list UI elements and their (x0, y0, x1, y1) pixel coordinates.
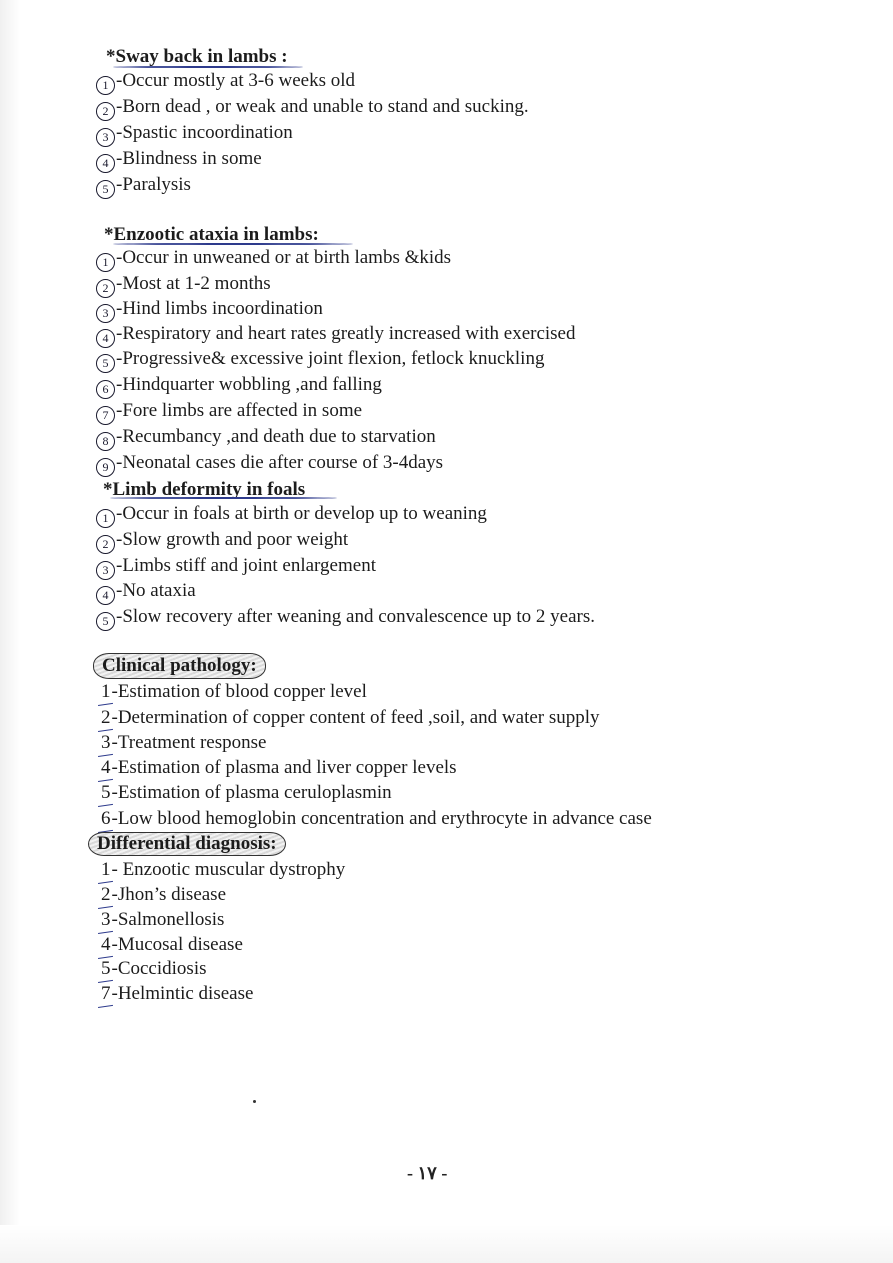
list-item-text: -Occur in foals at birth or develop up to weaning (116, 503, 487, 524)
circled-number: 8 (96, 432, 115, 451)
list-item (96, 452, 443, 477)
list-item-text: -Paralysis (116, 174, 191, 195)
underlined-number: 5 (101, 958, 111, 979)
list-item (96, 426, 436, 451)
list-item-text: -Respiratory and heart rates greatly increased with exercised (116, 323, 576, 344)
heading-underline (113, 66, 303, 68)
circled-number: 3 (96, 128, 115, 147)
list-item (101, 983, 253, 1005)
list-item-text: -Estimation of plasma ceruloplasmin (111, 782, 392, 803)
underlined-number: 1 (101, 859, 111, 880)
list-item-text: -Slow growth and poor weight (116, 529, 349, 550)
circled-number: 1 (96, 253, 115, 272)
circled-number: 5 (96, 180, 115, 199)
list-item-text: -Born dead , or weak and unable to stand and sucking. (116, 96, 529, 117)
list-item-text: -Coccidiosis (111, 958, 207, 979)
circled-number: 2 (96, 102, 115, 121)
list-item (96, 273, 271, 298)
list-item (101, 958, 207, 980)
heading-enzootic-ataxia: *Enzootic ataxia in lambs: (104, 224, 319, 245)
circled-number: 2 (96, 279, 115, 298)
list-item (96, 529, 348, 554)
list-item (101, 707, 600, 729)
circled-number: 1 (96, 76, 115, 95)
list-item (96, 174, 191, 199)
list-item-text: -Low blood hemoglobin concentration and erythrocyte in advance case (111, 808, 652, 829)
list-item-text: -Mucosal disease (111, 934, 243, 955)
list-item-text: -Hind limbs incoordination (116, 298, 323, 319)
underlined-number: 1 (101, 681, 111, 702)
list-item (96, 400, 362, 425)
circled-number: 6 (96, 380, 115, 399)
list-item-text: -Spastic incoordination (116, 122, 293, 143)
underlined-number: 7 (101, 983, 111, 1004)
list-item (96, 555, 376, 580)
circled-number: 4 (96, 586, 115, 605)
list-item (96, 247, 451, 272)
list-item (96, 298, 323, 323)
page-number: - ١٧ - (407, 1163, 448, 1183)
list-item-text: -Occur mostly at 3-6 weeks old (116, 70, 356, 91)
scan-shadow-bottom (0, 1225, 893, 1263)
underlined-number: 4 (101, 934, 111, 955)
list-item-text: -Blindness in some (116, 148, 262, 169)
underlined-number: 3 (101, 732, 111, 753)
list-item-text: -Estimation of blood copper level (111, 681, 367, 702)
list-item (101, 808, 652, 830)
underlined-number: 2 (101, 884, 111, 905)
list-item-text: -Determination of copper content of feed ,soil, and water supply (111, 707, 600, 728)
heading-differential-diagnosis: Differential diagnosis: (88, 832, 286, 856)
list-item (101, 934, 243, 956)
list-item-text: -Recumbancy ,and death due to starvation (116, 426, 436, 447)
heading-clinical-pathology: Clinical pathology: (93, 653, 266, 679)
list-item-text: -Fore limbs are affected in some (116, 400, 363, 421)
list-item-text: -Estimation of plasma and liver copper levels (111, 757, 457, 778)
heading-underline (110, 497, 337, 499)
list-item-text: -Limbs stiff and joint enlargement (116, 555, 376, 576)
heading-sway-back: *Sway back in lambs : (106, 46, 288, 67)
circled-number: 5 (96, 612, 115, 631)
list-item (96, 96, 529, 121)
list-item (96, 503, 487, 528)
list-item (96, 606, 595, 631)
underlined-number: 6 (101, 808, 111, 829)
list-item (96, 580, 196, 605)
list-item-text: -Helmintic disease (111, 983, 254, 1004)
circled-number: 9 (96, 458, 115, 477)
list-item-text: -Hindquarter wobbling ,and falling (116, 374, 382, 395)
circled-number: 2 (96, 535, 115, 554)
list-item (96, 348, 544, 373)
list-item (101, 909, 224, 931)
list-item-text: - Enzootic muscular dystrophy (111, 859, 346, 880)
list-item-text: -Progressive& excessive joint flexion, fetlock knuckling (116, 348, 545, 369)
circled-number: 3 (96, 304, 115, 323)
list-item (101, 859, 345, 881)
heading-underline (113, 243, 353, 245)
underlined-number: 5 (101, 782, 111, 803)
circled-number: 4 (96, 154, 115, 173)
list-item (101, 732, 266, 754)
list-item-text: -Slow recovery after weaning and convalescence up to 2 years. (116, 606, 596, 627)
underlined-number: 4 (101, 757, 111, 778)
underlined-number: 3 (101, 909, 111, 930)
underlined-number: 2 (101, 707, 111, 728)
list-item-text: -Occur in unweaned or at birth lambs &kids (116, 247, 452, 268)
circled-number: 4 (96, 329, 115, 348)
list-item (96, 323, 576, 348)
list-item-text: -Treatment response (111, 732, 267, 753)
list-item (101, 782, 392, 804)
list-item (96, 70, 355, 95)
scan-shadow-left (0, 0, 20, 1263)
list-item (101, 681, 367, 703)
list-item-text: -Most at 1-2 months (116, 273, 271, 294)
list-item-text: -Jhon’s disease (111, 884, 227, 905)
scan-speck (253, 1100, 256, 1103)
list-item-text: -No ataxia (116, 580, 196, 601)
list-item (96, 122, 293, 147)
list-item (96, 148, 262, 173)
heading-limb-deformity: *Limb deformity in foals (103, 479, 306, 500)
circled-number: 7 (96, 406, 115, 425)
list-item-text: -Salmonellosis (111, 909, 225, 930)
list-item (101, 884, 226, 906)
circled-number: 5 (96, 354, 115, 373)
list-item (96, 374, 382, 399)
circled-number: 1 (96, 509, 115, 528)
list-item-text: -Neonatal cases die after course of 3-4days (116, 452, 444, 473)
circled-number: 3 (96, 561, 115, 580)
list-item (101, 757, 457, 779)
